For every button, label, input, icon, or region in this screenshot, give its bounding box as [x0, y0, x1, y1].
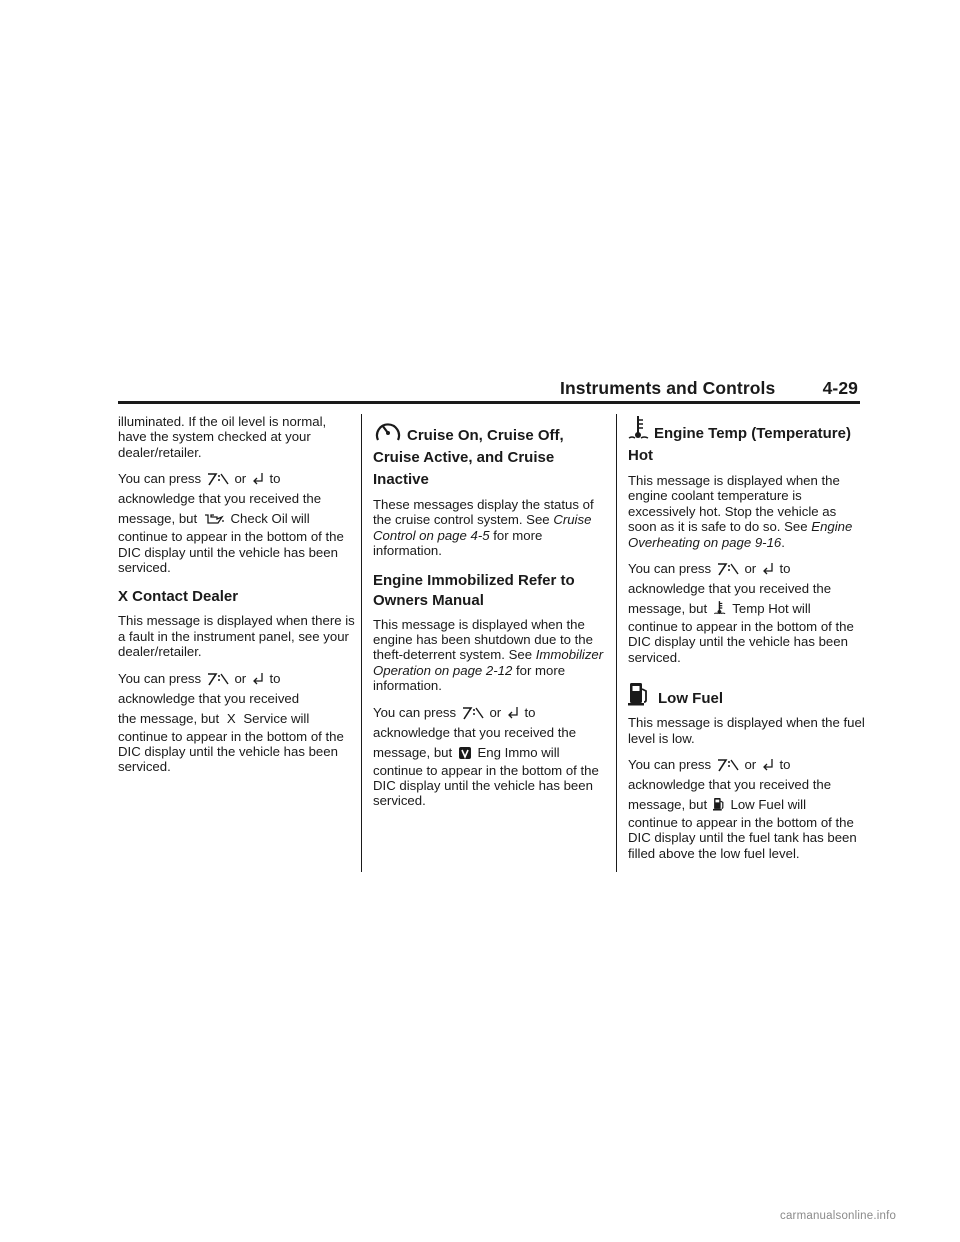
header-rule: [118, 401, 860, 404]
section-heading: Engine Immobilized Refer to Owners Manual: [373, 571, 575, 609]
paragraph: These messages display the status of the cruise control system. See Cruise Control on page 4-5 for more information.: [373, 497, 594, 559]
cross-reference: Immobilizer Operation on page 2-12: [373, 647, 604, 678]
paragraph: continue to appear in the bottom of the DIC display until the vehicle has been serviced.: [628, 619, 854, 665]
section-heading: X Contact Dealer: [118, 588, 239, 606]
menu-button-icon: [207, 672, 229, 686]
coolant-temperature-icon: [628, 414, 650, 442]
menu-button-icon: [717, 562, 739, 576]
section-heading: Low Fuel: [628, 681, 868, 709]
column-divider: [616, 414, 617, 872]
acknowledge-paragraph: You can press or to acknowledge that you received the message, but X Service will: [118, 670, 310, 726]
enter-arrow-icon: [252, 472, 264, 486]
column-3: [628, 414, 868, 870]
paragraph: This message is displayed when there is a fault in the instrument panel, see your dealer/retailer.: [118, 613, 355, 660]
acknowledge-paragraph: You can press or to acknowledge that you received the message, but Temp Hot will: [628, 561, 832, 617]
enter-arrow-icon: [252, 672, 264, 686]
enter-arrow-icon: [762, 562, 774, 576]
paragraph: continue to appear in the bottom of the DIC display until the vehicle has been serviced.: [373, 762, 599, 809]
watermark: carmanualsonline.info: [780, 1210, 897, 1222]
section-heading: Cruise On, Cruise Off, Cruise Active, and Cruise Inactive: [373, 418, 613, 491]
section-title: Instruments and Controls: [560, 378, 776, 398]
x-symbol: X: [226, 710, 236, 726]
enter-arrow-icon: [762, 758, 774, 772]
cross-reference: Engine Overheating on page 9-16: [628, 519, 853, 550]
cruise-control-icon: [373, 418, 403, 444]
paragraph: illuminated. If the oil level is normal, have the system checked at your dealer/retailer.: [118, 414, 327, 460]
menu-button-icon: [717, 758, 739, 772]
acknowledge-paragraph: You can press or to acknowledge that you received the message, but Low Fuel will: [628, 757, 832, 813]
fuel-pump-icon: [628, 681, 650, 707]
paragraph: This message is displayed when the engine has been shutdown due to the theft-deterrent system. See Immobilizer Operation on page 2-12 for more information.: [373, 616, 604, 694]
oil-can-icon: [203, 512, 225, 526]
paragraph: continue to appear in the bottom of the DIC display until the vehicle has been serviced.: [118, 529, 344, 576]
acknowledge-paragraph: You can press or to acknowledge that you received the message, but Check Oil will: [118, 471, 322, 527]
paragraph: continue to appear in the bottom of the DIC display until the vehicle has been serviced.: [118, 728, 344, 775]
running-header: [560, 373, 858, 399]
paragraph: This message is displayed when the fuel level is low.: [628, 715, 865, 746]
paragraph: This message is displayed when the engine coolant temperature is excessively hot. Stop the vehicle as soon as it is safe to do so. See Engine Overheating on page 9-16.: [628, 473, 853, 550]
coolant-temperature-icon: [713, 600, 727, 616]
enter-arrow-icon: [507, 706, 519, 720]
fuel-pump-icon: [713, 796, 725, 812]
column-2: [373, 414, 613, 818]
column-1: [118, 414, 358, 784]
section-heading: Engine Temp (Temperature) Hot: [628, 414, 868, 467]
column-divider: [361, 414, 362, 872]
page-number: 4-29: [822, 378, 858, 398]
menu-button-icon: [207, 472, 229, 486]
paragraph: continue to appear in the bottom of the DIC display until the fuel tank has been filled above the low fuel level.: [628, 815, 857, 861]
cross-reference: Cruise Control on page 4-5: [373, 512, 592, 543]
menu-button-icon: [462, 706, 484, 720]
acknowledge-paragraph: You can press or to acknowledge that you received the message, but Eng Immo will: [373, 704, 577, 760]
immobilizer-key-icon: [458, 746, 472, 760]
